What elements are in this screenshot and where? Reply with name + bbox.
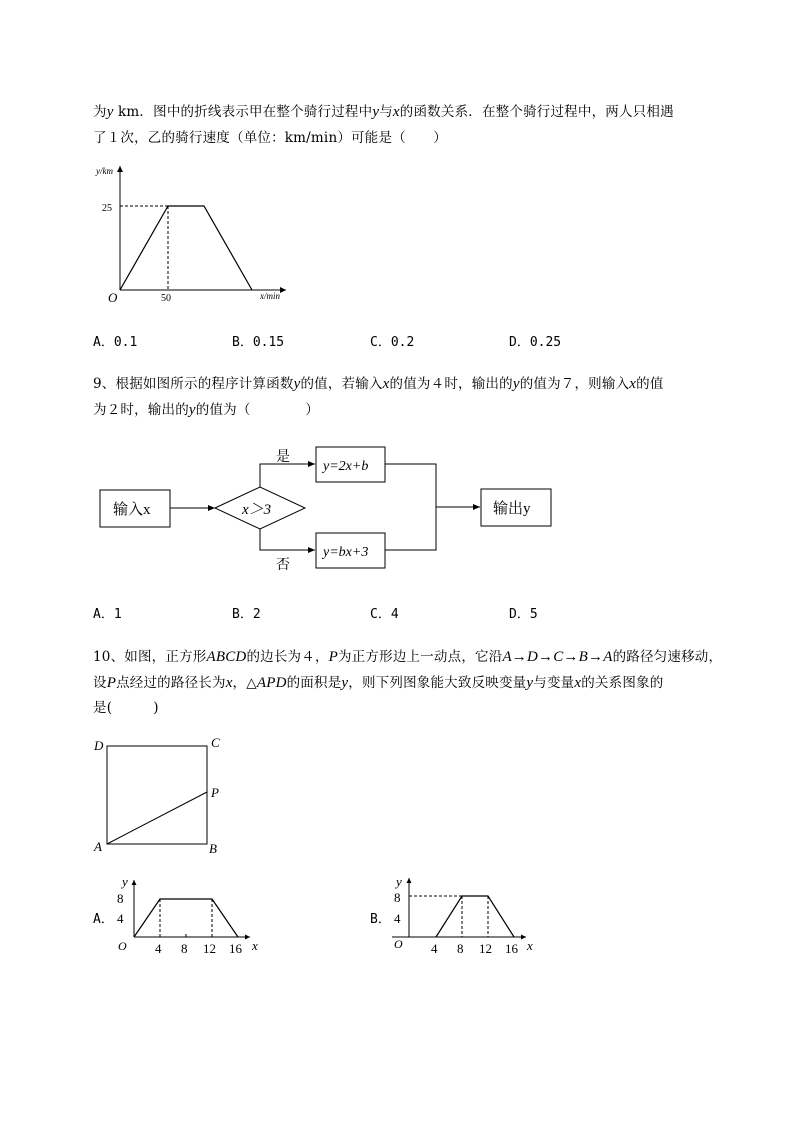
q9-var-y: y — [512, 376, 520, 392]
q10-graph-b-y-tick-4: 4 — [394, 911, 401, 926]
q8-option-b[interactable]: B．0.15 — [232, 335, 285, 350]
q9-var-y: y — [293, 376, 301, 392]
q10-text: 为正方形边上一动点，它沿 — [338, 649, 503, 665]
q10-text: 设 — [93, 675, 107, 691]
q8-y-axis-label: y/km — [96, 166, 113, 176]
q10-var-abcd: ABCD — [206, 649, 247, 665]
q10-var-p: P — [328, 649, 339, 665]
q9-yes-label: 是 — [276, 450, 290, 465]
q9-text: 的值，若输入 — [300, 376, 383, 392]
q9-yes-formula: y=2x+b — [323, 459, 369, 474]
q9-text: 的值 — [636, 376, 664, 392]
q10-graph-a-x-tick-4: 4 — [155, 941, 162, 956]
q9-text: 的值为４时，输出的 — [389, 376, 513, 392]
q10-graph-a-y-label: y — [122, 874, 128, 889]
q9-text: 的值为（ ） — [195, 402, 320, 418]
q9-option-c[interactable]: C．4 — [370, 607, 399, 622]
q10-graph-b-origin: O — [394, 937, 403, 951]
q10-line-3: 是( ) — [93, 700, 159, 716]
q8-text: 的函数关系．在整个骑行过程中，两人只相遇 — [399, 104, 674, 120]
q10-graph-a-x-tick-12: 12 — [203, 941, 216, 956]
q10-graph-a-line — [134, 899, 238, 937]
q8-text: 为 — [93, 104, 107, 120]
q9-text: 9、根据如图所示的程序计算函数 — [93, 376, 294, 392]
q10-graph-b-x-tick-16: 16 — [505, 941, 518, 956]
q10-graph-a-origin: O — [118, 939, 127, 953]
q8-var-x: x — [392, 104, 400, 120]
q8-option-a[interactable]: A．0.1 — [93, 335, 138, 350]
q10-path: A→D→C→B→A — [502, 649, 613, 665]
q10-var-apd: APD — [256, 675, 287, 691]
q10-label-d: D — [94, 738, 104, 753]
q10-text: 的边长为４， — [246, 649, 329, 665]
q8-option-c[interactable]: C．0.2 — [370, 335, 415, 350]
q8-var-y: y — [372, 104, 380, 120]
q10-graph-a-x-tick-8: 8 — [181, 941, 188, 956]
q8-line-2: 了１次，乙的骑行速度（单位：km/min）可能是（ ） — [93, 130, 447, 146]
q10-text: 的路径匀速移动， — [612, 649, 723, 665]
q10-graph-a-y-tick-8: 8 — [117, 891, 124, 906]
q10-var-x: x — [225, 675, 233, 691]
q10-graph-b-x-tick-4: 4 — [431, 941, 438, 956]
q8-text: 与 — [379, 104, 393, 120]
q10-graph-b-line — [436, 896, 514, 937]
q10-graph-a-y-tick-4: 4 — [117, 911, 124, 926]
q10-graph-b-y-tick-8: 8 — [394, 890, 401, 905]
q9-option-d[interactable]: D．5 — [509, 607, 538, 622]
q9-input-label: 输入x — [113, 502, 151, 518]
q8-x-tick-50: 50 — [161, 293, 171, 304]
q10-label-b: B — [209, 841, 217, 856]
q8-option-d[interactable]: D．0.25 — [509, 335, 562, 350]
q8-var-y: y — [106, 104, 114, 120]
q8-x-axis-label: x/min — [260, 291, 280, 301]
q10-graph-b[interactable] — [392, 874, 533, 956]
q10-option-a-label[interactable]: A． — [93, 912, 114, 927]
q10-var-y: y — [526, 675, 534, 691]
q10-text: 点经过的路径长为 — [116, 675, 226, 691]
q9-text: 为２时，输出的 — [93, 402, 189, 418]
q10-var-y: y — [341, 675, 349, 691]
q9-option-a[interactable]: A．1 — [93, 607, 122, 622]
q10-graph-a-x-tick-16: 16 — [229, 941, 242, 956]
q10-label-p: P — [211, 785, 219, 800]
q10-label-a: A — [94, 839, 102, 854]
q9-var-x: x — [382, 376, 390, 392]
q10-graph-a-x-label: x — [252, 938, 258, 953]
q9-var-x: x — [629, 376, 637, 392]
q9-var-y: y — [188, 402, 196, 418]
q10-text: 的关系图象的 — [581, 675, 664, 691]
q10-text: ，△ — [232, 675, 257, 691]
q10-graph-b-x-label: x — [527, 938, 533, 953]
q9-no-label: 否 — [276, 558, 290, 573]
q10-option-b-label[interactable]: B． — [370, 912, 391, 927]
q10-text: 的面积是 — [286, 675, 342, 691]
q10-var-p: P — [106, 675, 117, 691]
q10-graph-b-x-tick-8: 8 — [457, 941, 464, 956]
q10-graph-b-y-label: y — [396, 874, 402, 889]
q8-origin-label: O — [108, 290, 118, 305]
q10-text: ，则下列图象能大致反映变量 — [348, 675, 527, 691]
q9-text: 的值为７，则输入 — [519, 376, 630, 392]
q10-graph-b-x-tick-12: 12 — [479, 941, 492, 956]
q8-text: km．图中的折线表示甲在整个骑行过程中 — [113, 104, 373, 120]
q10-graph-a[interactable] — [117, 874, 258, 956]
q8-y-tick-25: 25 — [102, 203, 112, 214]
q9-option-b[interactable]: B．2 — [232, 607, 261, 622]
q9-output-label: 输出y — [493, 501, 531, 517]
q10-var-x: x — [574, 675, 582, 691]
q10-text: 10、如图，正方形 — [93, 649, 207, 665]
q9-no-formula: y=bx+3 — [323, 545, 369, 560]
q10-label-c: C — [211, 735, 220, 750]
q10-text: 与变量 — [533, 675, 575, 691]
q9-condition-label: x＞3 — [242, 502, 272, 518]
